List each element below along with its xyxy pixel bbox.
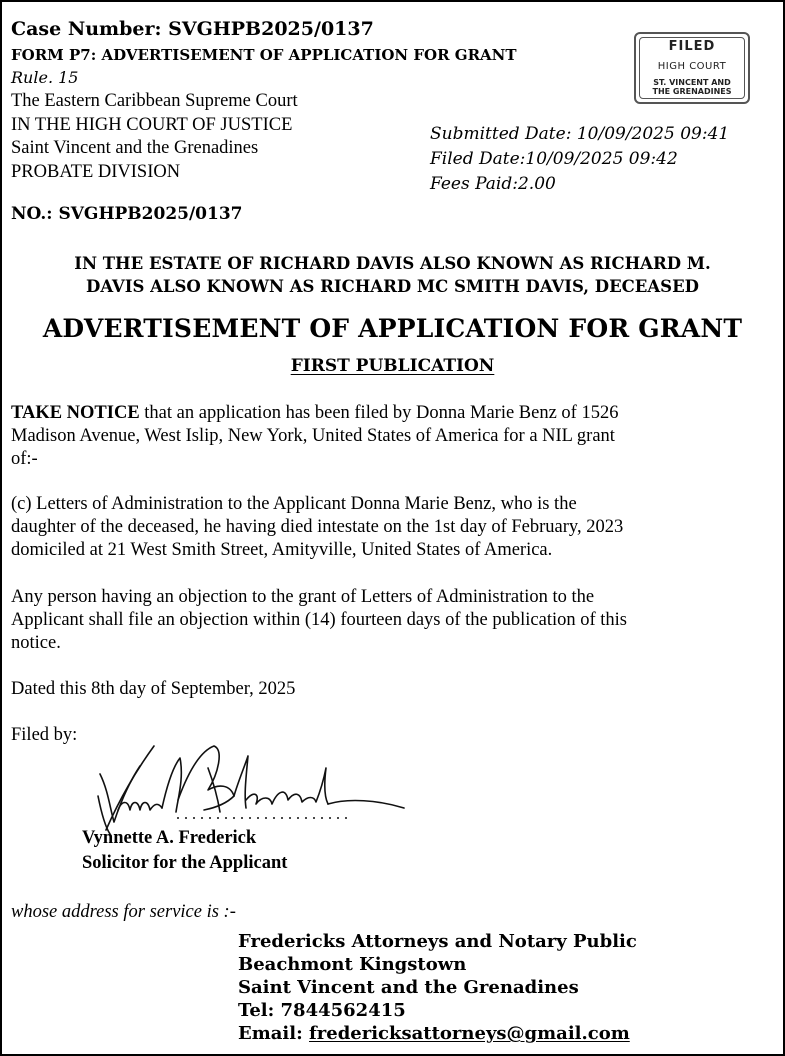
filed-by-text: Filed by:: [11, 725, 78, 745]
address-street: Beachmont Kingstown: [238, 954, 467, 975]
objection-text: notice.: [11, 633, 61, 653]
dated-text: Dated this 8th day of September, 2025: [11, 679, 296, 699]
signer-role: Solicitor for the Applicant: [82, 853, 288, 873]
notice-text: of:-: [11, 449, 38, 469]
email-link[interactable]: fredericksattorneys@gmail.com: [309, 1023, 630, 1044]
estate-heading: [10, 252, 775, 298]
rule-reference: Rule. 15: [11, 68, 79, 87]
email-label: Email:: [238, 1023, 310, 1044]
address-country: Saint Vincent and the Grenadines: [238, 977, 579, 998]
letters-text: daughter of the deceased, he having died intestate on the 1st day of February, 2023: [11, 517, 624, 537]
stamp-location: [636, 78, 748, 96]
filed-stamp: [634, 32, 750, 104]
publication-label: [2, 356, 783, 376]
letters-text: domiciled at 21 West Smith Street, Amityville, United States of America.: [11, 540, 553, 560]
signature-image: [58, 738, 418, 838]
service-address: [238, 930, 637, 1045]
court-heading: [11, 90, 298, 184]
file-number: NO.: SVGHPB2025/0137: [11, 204, 243, 224]
notice-text: that an application has been filed by Donna Marie Benz of 1526: [139, 403, 619, 423]
objection-paragraph: [11, 586, 627, 655]
court-line: Saint Vincent and the Grenadines: [11, 138, 259, 158]
court-line: PROBATE DIVISION: [11, 161, 181, 182]
filed-date: Filed Date:10/09/2025 09:42: [430, 149, 678, 169]
fees-paid: Fees Paid:2.00: [430, 174, 556, 194]
objection-text: Applicant shall file an objection within (14) fourteen days of the publication of this: [11, 610, 628, 630]
stamp-location-line: ST. VINCENT AND: [653, 78, 731, 87]
objection-text: Any person having an objection to the grant of Letters of Administration to the: [11, 587, 595, 607]
email-line: [238, 1022, 637, 1045]
dated-line: [11, 678, 295, 701]
publication-label-text: FIRST PUBLICATION: [290, 356, 495, 376]
court-line: The Eastern Caribbean Supreme Court: [11, 91, 298, 111]
filing-details: [430, 122, 729, 197]
stamp-filed: FILED: [668, 39, 716, 54]
notice-lead: TAKE NOTICE: [11, 403, 140, 423]
stamp-location-line: THE GRENADINES: [652, 87, 732, 96]
signer-name: Vynnette A. Frederick: [82, 828, 257, 848]
telephone: Tel: 7844562415: [238, 1000, 406, 1021]
estate-line: IN THE ESTATE OF RICHARD DAVIS ALSO KNOWN AS RICHARD M.: [74, 254, 711, 273]
letters-text: (c) Letters of Administration to the Applicant Donna Marie Benz, who is the: [11, 494, 577, 514]
notice-paragraph: [11, 402, 618, 471]
estate-line: DAVIS ALSO KNOWN AS RICHARD MC SMITH DAVIS, DECEASED: [86, 277, 699, 296]
page-title: ADVERTISEMENT OF APPLICATION FOR GRANT: [42, 314, 743, 343]
court-line: IN THE HIGH COURT OF JUSTICE: [11, 114, 293, 135]
address-intro: whose address for service is :-: [11, 902, 236, 922]
firm-name: Fredericks Attorneys and Notary Public: [238, 931, 637, 952]
submitted-date: Submitted Date: 10/09/2025 09:41: [430, 124, 730, 144]
notice-text: Madison Avenue, West Islip, New York, United States of America for a NIL grant: [11, 426, 615, 446]
stamp-court: HIGH COURT: [657, 61, 727, 72]
case-number: Case Number: SVGHPB2025/0137: [11, 18, 374, 40]
form-title: FORM P7: ADVERTISEMENT OF APPLICATION FOR GRANT: [11, 46, 517, 64]
letters-paragraph: [11, 493, 623, 562]
